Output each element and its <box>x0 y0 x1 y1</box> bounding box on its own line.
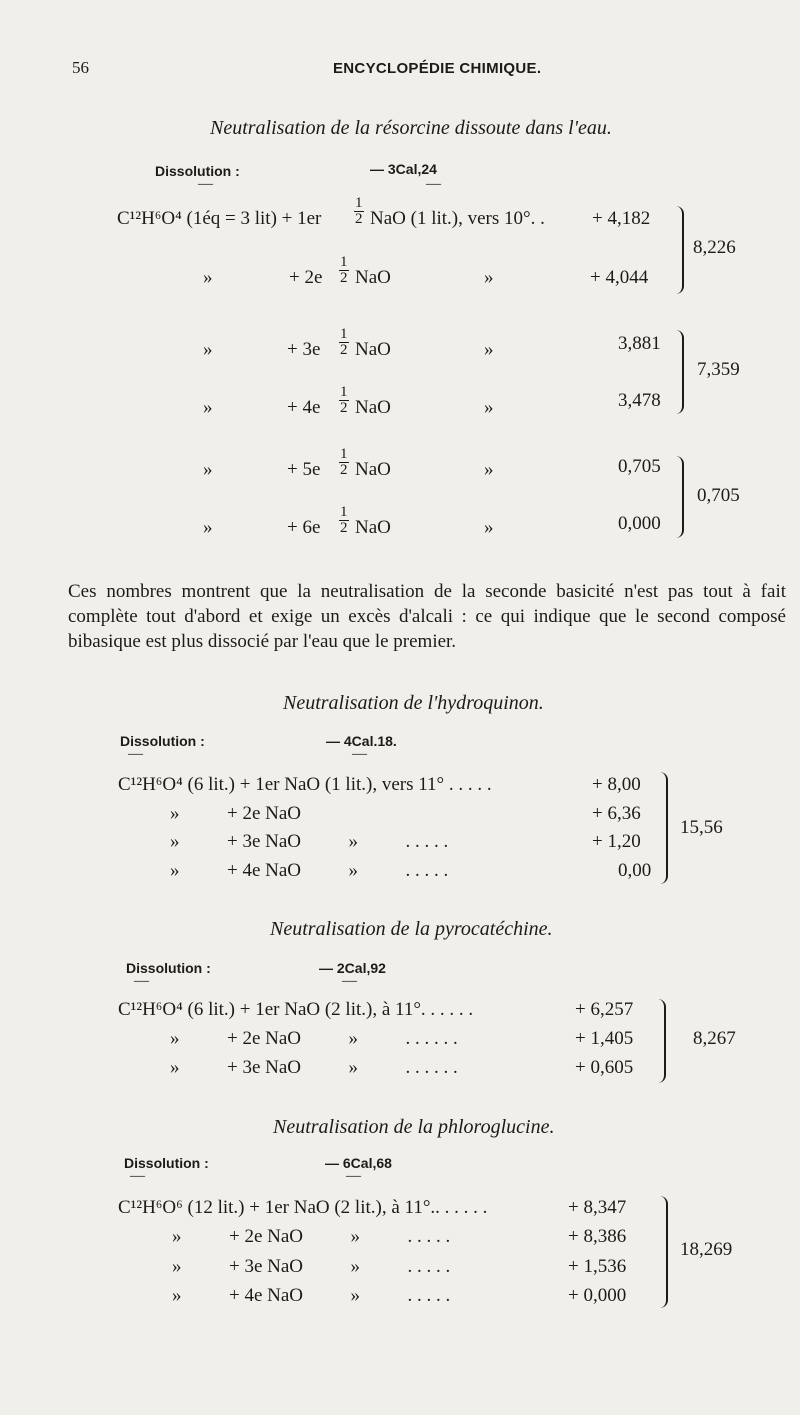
reaction-value: 0,705 <box>618 456 661 477</box>
reaction-row: C¹²H⁶O⁶ (12 lit.) + 1er NaO (2 lit.), à 11°.. . . . . . <box>118 1197 488 1218</box>
dissolution-label: Dissolution : <box>155 163 240 179</box>
brace-total: 8,226 <box>693 237 736 258</box>
reaction-row-tail: NaO <box>355 459 391 480</box>
reaction-row: » + 2e NaO <box>170 803 302 824</box>
section-title-hydroquinon: Neutralisation de l'hydroquinon. <box>283 692 544 714</box>
reaction-row-tail: NaO <box>355 267 391 288</box>
reaction-value: + 4,044 <box>590 267 649 288</box>
fraction: $\frac{1}{2}$ <box>340 254 348 286</box>
reaction-row-tail: NaO <box>355 397 391 418</box>
ditto-mark: » <box>484 459 494 480</box>
dash-mark: — <box>130 1168 145 1184</box>
reaction-row: » + 2e NaO » . . . . . . <box>170 1028 458 1049</box>
brace <box>676 206 684 294</box>
fraction: $\frac{1}{2}$ <box>340 446 348 478</box>
reaction-row: C¹²H⁶O⁴ (6 lit.) + 1er NaO (2 lit.), à 11°. . . . . . <box>118 999 474 1020</box>
ditto-mark: » <box>484 397 494 418</box>
reaction-value: + 4,182 <box>592 208 651 229</box>
reaction-row: » + 3e NaO » . . . . . . <box>170 1057 458 1078</box>
dissolution-label: Dissolution : <box>126 960 211 976</box>
fraction: $\frac{1}{2}$ <box>355 195 363 227</box>
reaction-value: + 1,405 <box>575 1028 634 1049</box>
reaction-row: » + 4e NaO » . . . . . <box>170 860 449 881</box>
reaction-row-mid: + 3e <box>287 339 321 360</box>
reaction-value: + 0,605 <box>575 1057 634 1078</box>
brace-total: 15,56 <box>680 817 723 838</box>
reaction-row-tail: NaO <box>355 517 391 538</box>
reaction-value: 0,00 <box>618 860 652 881</box>
body-paragraph: Ces nombres montrent que la neutralisation de la seconde basicité n'est pas tout à fait complète tout d'abord et exige un excès d'alcali : ce qui indique que le second composé bibasique est plus dissocié par l'eau que le premier. <box>68 581 786 652</box>
reaction-value: 0,000 <box>618 513 661 534</box>
reaction-value: + 6,36 <box>592 803 641 824</box>
reaction-value: + 8,00 <box>592 774 641 795</box>
reaction-row: C¹²H⁶O⁴ (6 lit.) + 1er NaO (1 lit.), vers 11° . . . . . <box>118 774 492 795</box>
fraction: $\frac{1}{2}$ <box>340 326 348 358</box>
fraction: $\frac{1}{2}$ <box>340 384 348 416</box>
reaction-value: 3,478 <box>618 390 661 411</box>
page-number: 56 <box>72 58 89 77</box>
reaction-value: + 0,000 <box>568 1285 627 1306</box>
dissolution-value: — 6Cal,68 <box>325 1155 392 1171</box>
reaction-value: + 8,347 <box>568 1197 627 1218</box>
reaction-row-lead: C¹²H⁶O⁴ (1éq = 3 lit) + 1er <box>117 208 322 229</box>
dissolution-value: — 2Cal,92 <box>319 960 386 976</box>
section-title-resorcine: Neutralisation de la résorcine dissoute dans l'eau. <box>210 117 612 139</box>
brace <box>676 456 684 538</box>
reaction-value: + 6,257 <box>575 999 634 1020</box>
ditto-mark: » <box>203 517 213 538</box>
dash-mark: — <box>342 973 357 989</box>
dissolution-label: Dissolution : <box>124 1155 209 1171</box>
brace <box>658 999 666 1083</box>
dissolution-value: — 3Cal,24 <box>370 161 437 177</box>
brace-total: 7,359 <box>697 359 740 380</box>
ditto-mark: » <box>203 459 213 480</box>
reaction-value: + 8,386 <box>568 1226 627 1247</box>
section-title-pyrocatechine: Neutralisation de la pyrocatéchine. <box>270 918 553 940</box>
dissolution-value: — 4Cal.18. <box>326 733 397 749</box>
ditto-mark: » <box>484 339 494 360</box>
reaction-row-mid: + 2e <box>289 267 323 288</box>
brace-total: 18,269 <box>680 1239 733 1260</box>
brace <box>660 1196 668 1308</box>
ditto-mark: » <box>484 517 494 538</box>
dash-mark: — <box>198 176 213 192</box>
reaction-row: » + 3e NaO » . . . . . <box>170 831 449 852</box>
reaction-row-mid: + 5e <box>287 459 321 480</box>
fraction: $\frac{1}{2}$ <box>340 504 348 536</box>
brace <box>676 330 684 414</box>
brace-total: 8,267 <box>693 1028 736 1049</box>
reaction-value: 3,881 <box>618 333 661 354</box>
reaction-row: » + 3e NaO » . . . . . <box>172 1256 451 1277</box>
dash-mark: — <box>134 973 149 989</box>
reaction-row-mid: + 6e <box>287 517 321 538</box>
dash-mark: — <box>352 746 367 762</box>
reaction-value: + 1,536 <box>568 1256 627 1277</box>
reaction-row-tail: NaO <box>355 339 391 360</box>
reaction-row-mid: + 4e <box>287 397 321 418</box>
running-title: ENCYCLOPÉDIE CHIMIQUE. <box>333 60 542 77</box>
dash-mark: — <box>128 746 143 762</box>
reaction-value: + 1,20 <box>592 831 641 852</box>
brace <box>660 772 668 884</box>
reaction-row: » + 4e NaO » . . . . . <box>172 1285 451 1306</box>
dash-mark: — <box>426 176 441 192</box>
dash-mark: — <box>346 1168 361 1184</box>
brace-total: 0,705 <box>697 485 740 506</box>
reaction-row-tail: NaO (1 lit.), vers 10°. . <box>370 208 545 229</box>
section-title-phloroglucine: Neutralisation de la phloroglucine. <box>273 1116 555 1138</box>
reaction-row: » + 2e NaO » . . . . . <box>172 1226 451 1247</box>
dissolution-label: Dissolution : <box>120 733 205 749</box>
ditto-mark: » <box>203 397 213 418</box>
ditto-mark: » <box>484 267 494 288</box>
ditto-mark: » <box>203 267 213 288</box>
ditto-mark: » <box>203 339 213 360</box>
